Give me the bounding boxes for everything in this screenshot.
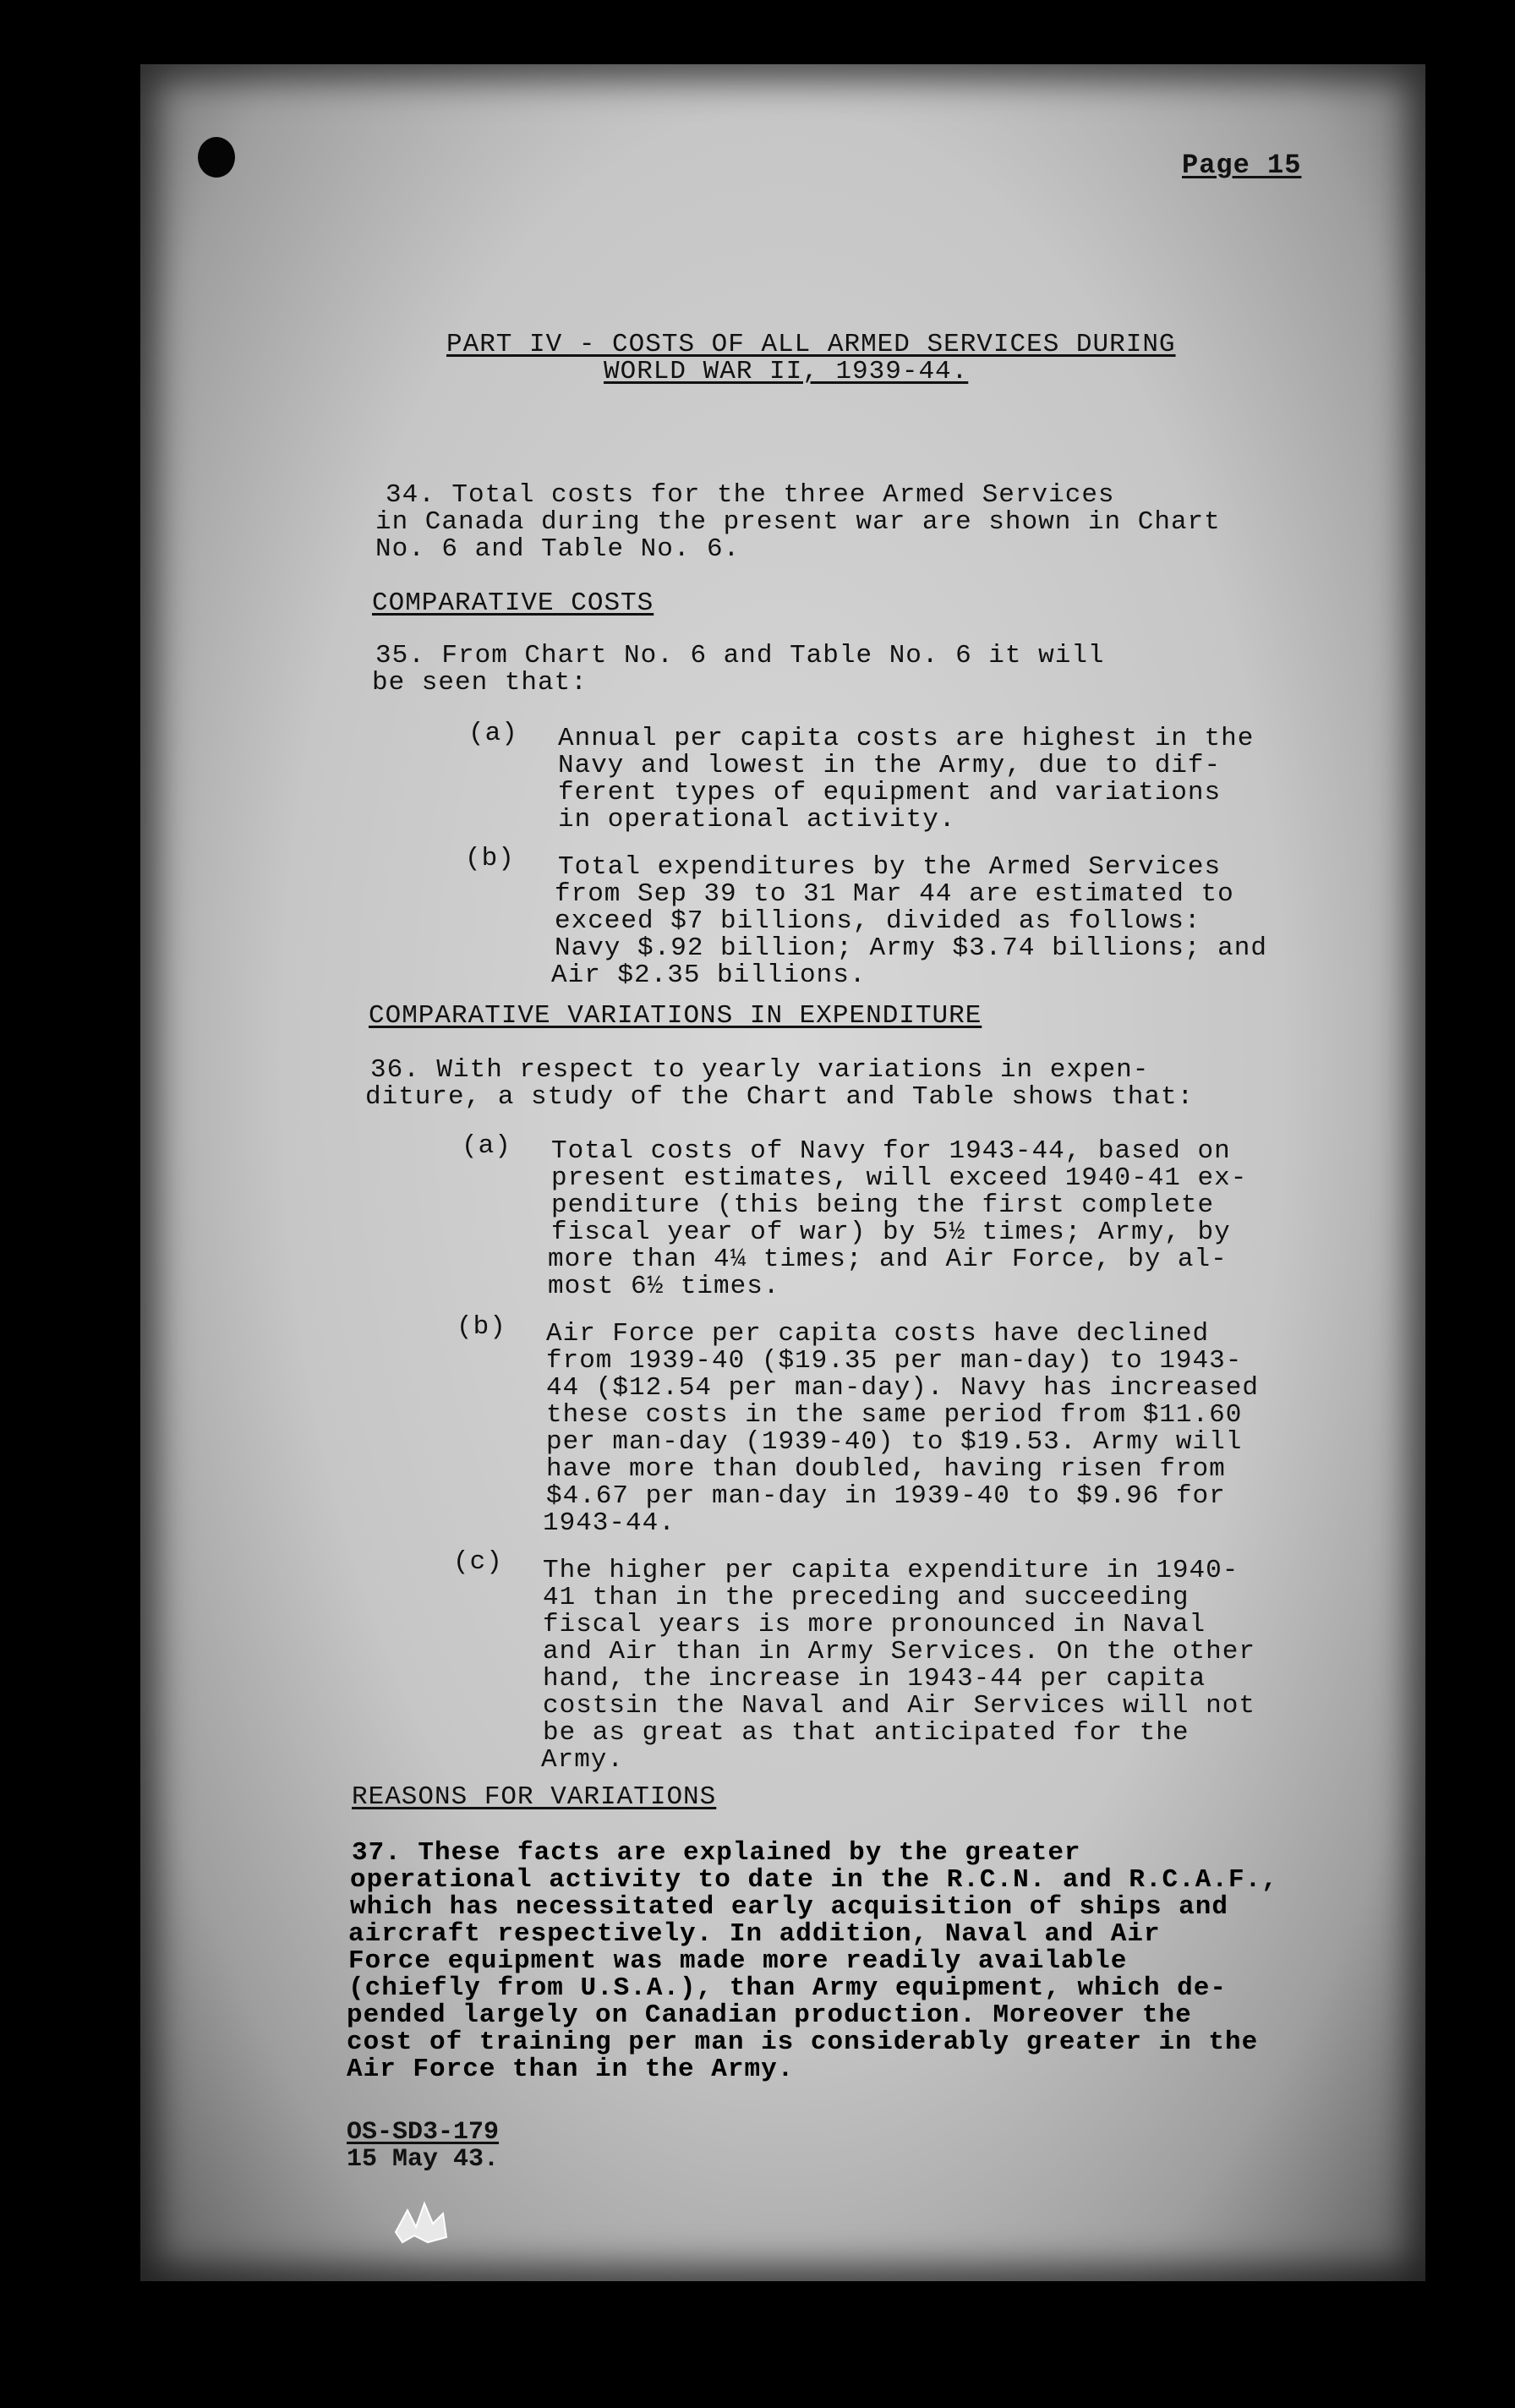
para37-line: operational activity to date in the R.C.N. and R.C.A.F., [350,1865,1278,1895]
para35a-line: in operational activity. [558,805,956,835]
para34-line: 34. Total costs for the three Armed Services [386,480,1115,510]
page-number: Page 15 [1182,150,1302,181]
para36c-line: fiscal years is more pronounced in Naval [543,1610,1206,1639]
item-label: (c) [453,1547,503,1577]
para37-line: aircraft respectively. In addition, Naval and Air [348,1919,1161,1949]
title-line-1: PART IV - COSTS OF ALL ARMED SERVICES DURING [446,330,1176,359]
reference-code: OS-SD3-179 [347,2118,500,2147]
para36b-line: per man-day (1939-40) to $19.53. Army will [546,1427,1243,1457]
para37-line: 37. These facts are explained by the greater [352,1838,1081,1868]
para35a-line: Annual per capita costs are highest in the [558,724,1255,753]
para36c-line: Army. [541,1745,625,1775]
para37-line: Force equipment was made more readily available [348,1946,1128,1976]
para35b-line: from Sep 39 to 31 Mar 44 are estimated to [555,879,1234,909]
para36c-line: 41 than in the preceding and succeeding [543,1583,1190,1612]
para35b-line: Total expenditures by the Armed Services [558,852,1222,882]
para36a-line: fiscal year of war) by 5½ times; Army, by [551,1218,1231,1247]
item-label: (a) [462,1131,511,1161]
title-line-2: WORLD WAR II, 1939-44. [604,357,969,386]
para36b-line: have more than doubled, having risen from [546,1454,1226,1484]
para36a-line: most 6½ times. [548,1272,780,1301]
para35b-line: exceed $7 billions, divided as follows: [555,906,1201,936]
para35b-line: Air $2.35 billions. [551,960,867,990]
para37-line: (chiefly from U.S.A.), than Army equipment, which de- [348,1973,1227,2003]
para36a-line: present estimates, will exceed 1940-41 ex- [551,1163,1248,1193]
para36-line: 36. With respect to yearly variations in expen- [370,1055,1150,1085]
para37-line: cost of training per man is considerably greater in the [347,2028,1259,2057]
para36-line: diture, a study of the Chart and Table shows that: [365,1082,1195,1112]
para35-line: be seen that: [372,668,588,698]
heading-comparative-variations: COMPARATIVE VARIATIONS IN EXPENDITURE [369,1001,982,1031]
para36c-line: and Air than in Army Services. On the other [543,1637,1255,1666]
para36b-line: Air Force per capita costs have declined [546,1319,1210,1349]
para36a-line: more than 4¼ times; and Air Force, by al- [548,1245,1228,1274]
para35-line: 35. From Chart No. 6 and Table No. 6 it will [375,641,1105,670]
para34-line: No. 6 and Table No. 6. [375,534,741,564]
para36c-line: be as great as that anticipated for the [543,1718,1190,1748]
para36b-line: 1943-44. [543,1508,675,1538]
item-label: (b) [457,1312,506,1342]
heading-reasons: REASONS FOR VARIATIONS [352,1782,717,1812]
para35b-line: Navy $.92 billion; Army $3.74 billions; and [555,933,1267,963]
para36c-line: costsin the Naval and Air Services will not [543,1691,1255,1721]
para35a-line: Navy and lowest in the Army, due to dif- [558,751,1222,780]
stamp-mark-icon [391,2195,451,2246]
item-label: (b) [465,844,515,873]
para36b-line: these costs in the same period from $11.60 [546,1400,1243,1430]
heading-comparative-costs: COMPARATIVE COSTS [372,588,654,618]
para34-line: in Canada during the present war are shown in Chart [375,507,1221,537]
reference-date: 15 May 43. [347,2145,500,2174]
punch-hole [198,137,235,178]
para35a-line: ferent types of equipment and variations [558,778,1222,807]
para36b-line: from 1939-40 ($19.35 per man-day) to 1943- [546,1346,1243,1376]
para36b-line: $4.67 per man-day in 1939-40 to $9.96 for [546,1481,1226,1511]
para37-line: which has necessitated early acquisition of ships and [350,1892,1228,1922]
para36c-line: hand, the increase in 1943-44 per capita [543,1664,1206,1694]
para37-line: Air Force than in the Army. [347,2055,795,2084]
para37-line: pended largely on Canadian production. Moreover the [347,2000,1192,2030]
para36c-line: The higher per capita expenditure in 1940- [543,1556,1239,1585]
para36a-line: Total costs of Navy for 1943-44, based on [551,1136,1231,1166]
item-label: (a) [468,719,518,748]
para36b-line: 44 ($12.54 per man-day). Navy has increased [546,1373,1259,1403]
para36a-line: penditure (this being the first complete [551,1190,1215,1220]
